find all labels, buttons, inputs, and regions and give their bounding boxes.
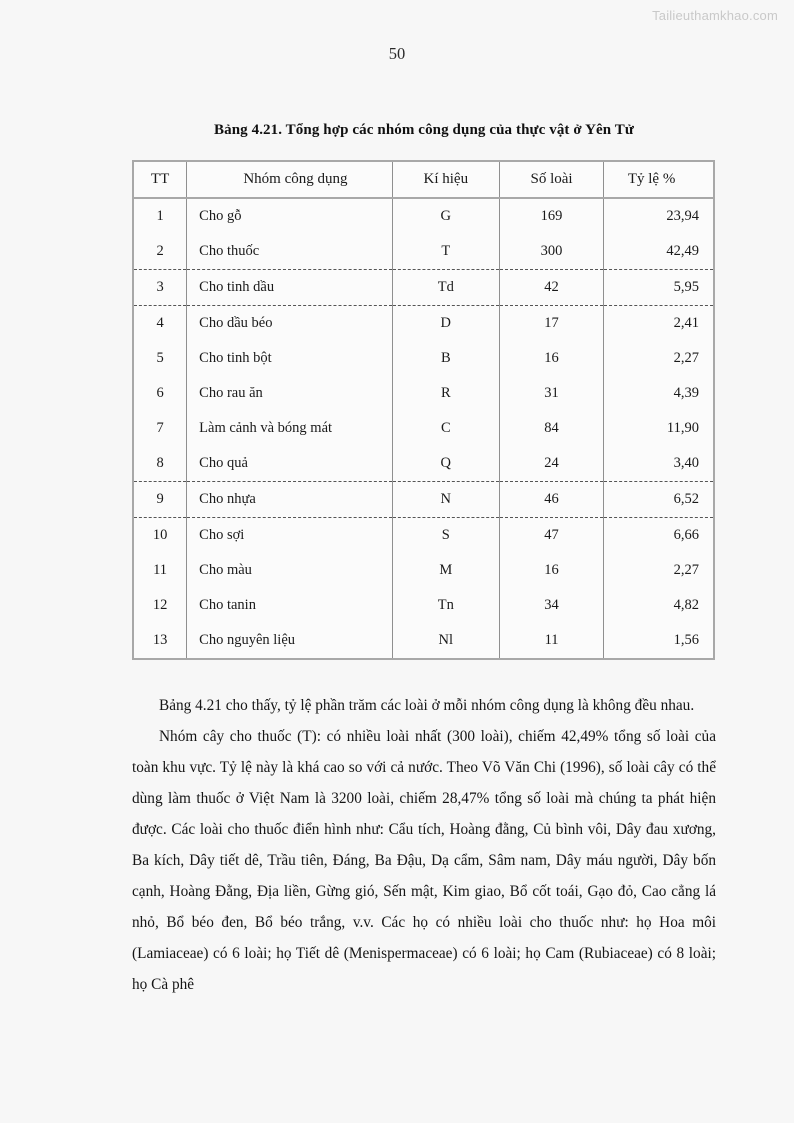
cell-symbol: Td — [392, 270, 499, 306]
cell-group: Cho tinh bột — [187, 341, 392, 376]
column-header-percent: Tỷ lệ % — [604, 161, 714, 198]
cell-group: Làm cảnh và bóng mát — [187, 411, 392, 446]
cell-tt: 12 — [133, 588, 187, 623]
cell-tt: 4 — [133, 306, 187, 342]
table-row — [133, 446, 714, 482]
table-row — [133, 376, 714, 411]
paragraph-2: Nhóm cây cho thuốc (T): có nhiều loài nhất (300 loài), chiếm 42,49% tổng số loài của toàn khu vực. Tỷ lệ này là khá cao so với cả nước. Theo Võ Văn Chi (1996), số loài cây có thể dùng làm thuốc ở Việt Nam là 3200 loài, chiếm 28,47% tổng số loài mà chúng ta phát hiện được. Các loài cho thuốc điển hình như: Cẩu tích, Hoàng đằng, Củ bình vôi, Dây đau xương, Ba kích, Dây tiết dê, Trầu tiên, Đáng, Ba Đậu, Dạ cẩm, Sâm nam, Dây máu người, Dây bốn cạnh, Hoàng Đằng, Địa liền, Gừng gió, Sến mật, Kim giao, Bổ cốt toái, Gạo đỏ, Cao cẳng lá nhỏ, Bổ béo đen, Bổ béo trắng, v.v. Các họ có nhiều loài cho thuốc như: họ Hoa môi (Lamiaceae) có 6 loài; họ Tiết dê (Menispermaceae) có 6 loài; họ Cam (Rubiaceae) có 8 loài; họ Cà phê — [132, 728, 716, 993]
table-caption: Bảng 4.21. Tổng hợp các nhóm công dụng của thực vật ở Yên Tử — [214, 122, 634, 138]
cell-symbol: Tn — [392, 588, 499, 623]
cell-tt: 9 — [133, 482, 187, 518]
table-row — [133, 306, 714, 342]
cell-group: Cho màu — [187, 553, 392, 588]
cell-count: 169 — [499, 198, 603, 234]
cell-tt: 3 — [133, 270, 187, 306]
column-header-symbol: Kí hiệu — [392, 161, 499, 198]
cell-group: Cho dầu béo — [187, 306, 392, 342]
cell-percent: 42,49 — [604, 234, 714, 270]
cell-percent: 3,40 — [604, 446, 714, 482]
cell-tt: 1 — [133, 198, 187, 234]
cell-count: 300 — [499, 234, 603, 270]
site-watermark: Tailieuthamkhao.com — [652, 8, 778, 23]
cell-symbol: M — [392, 553, 499, 588]
cell-tt: 2 — [133, 234, 187, 270]
cell-symbol: R — [392, 376, 499, 411]
table-row — [133, 482, 714, 518]
cell-group: Cho nhựa — [187, 482, 392, 518]
cell-count: 24 — [499, 446, 603, 482]
cell-group: Cho gỗ — [187, 198, 392, 234]
cell-percent: 2,27 — [604, 553, 714, 588]
paragraph-1: Bảng 4.21 cho thấy, tỷ lệ phần trăm các loài ở mỗi nhóm công dụng là không đều nhau. — [159, 697, 695, 714]
table-row — [133, 234, 714, 270]
table-header-row — [133, 161, 714, 198]
cell-count: 84 — [499, 411, 603, 446]
cell-symbol: Nl — [392, 623, 499, 659]
cell-group: Cho thuốc — [187, 234, 392, 270]
cell-percent: 4,39 — [604, 376, 714, 411]
page-number: 50 — [388, 44, 406, 63]
cell-tt: 7 — [133, 411, 187, 446]
table-row — [133, 518, 714, 554]
cell-percent: 6,66 — [604, 518, 714, 554]
cell-percent: 23,94 — [604, 198, 714, 234]
cell-percent: 6,52 — [604, 482, 714, 518]
column-header-count: Số loài — [499, 161, 603, 198]
cell-symbol: S — [392, 518, 499, 554]
body-text — [132, 690, 716, 1000]
cell-group: Cho tanin — [187, 588, 392, 623]
table-row — [133, 198, 714, 234]
cell-tt: 10 — [133, 518, 187, 554]
cell-tt: 5 — [133, 341, 187, 376]
cell-count: 31 — [499, 376, 603, 411]
cell-symbol: Q — [392, 446, 499, 482]
cell-percent: 1,56 — [604, 623, 714, 659]
cell-percent: 4,82 — [604, 588, 714, 623]
cell-count: 47 — [499, 518, 603, 554]
column-header-tt: TT — [133, 161, 187, 198]
table-row — [133, 411, 714, 446]
usage-groups-table — [132, 160, 715, 660]
cell-count: 17 — [499, 306, 603, 342]
cell-symbol: N — [392, 482, 499, 518]
cell-count: 34 — [499, 588, 603, 623]
cell-group: Cho rau ăn — [187, 376, 392, 411]
cell-group: Cho sợi — [187, 518, 392, 554]
cell-symbol: G — [392, 198, 499, 234]
cell-group: Cho tinh dầu — [187, 270, 392, 306]
cell-tt: 6 — [133, 376, 187, 411]
column-header-group: Nhóm công dụng — [187, 161, 392, 198]
cell-count: 16 — [499, 341, 603, 376]
table-row — [133, 270, 714, 306]
cell-percent: 2,41 — [604, 306, 714, 342]
cell-tt: 8 — [133, 446, 187, 482]
cell-count: 46 — [499, 482, 603, 518]
table-row — [133, 623, 714, 659]
cell-tt: 11 — [133, 553, 187, 588]
cell-symbol: T — [392, 234, 499, 270]
cell-percent: 2,27 — [604, 341, 714, 376]
table-row — [133, 588, 714, 623]
table-row — [133, 341, 714, 376]
cell-count: 11 — [499, 623, 603, 659]
cell-percent: 5,95 — [604, 270, 714, 306]
cell-symbol: D — [392, 306, 499, 342]
table-body — [133, 198, 714, 659]
cell-symbol: B — [392, 341, 499, 376]
table-header — [133, 161, 714, 198]
cell-count: 16 — [499, 553, 603, 588]
cell-count: 42 — [499, 270, 603, 306]
cell-percent: 11,90 — [604, 411, 714, 446]
cell-group: Cho nguyên liệu — [187, 623, 392, 659]
table-row — [133, 553, 714, 588]
cell-tt: 13 — [133, 623, 187, 659]
cell-group: Cho quả — [187, 446, 392, 482]
cell-symbol: C — [392, 411, 499, 446]
